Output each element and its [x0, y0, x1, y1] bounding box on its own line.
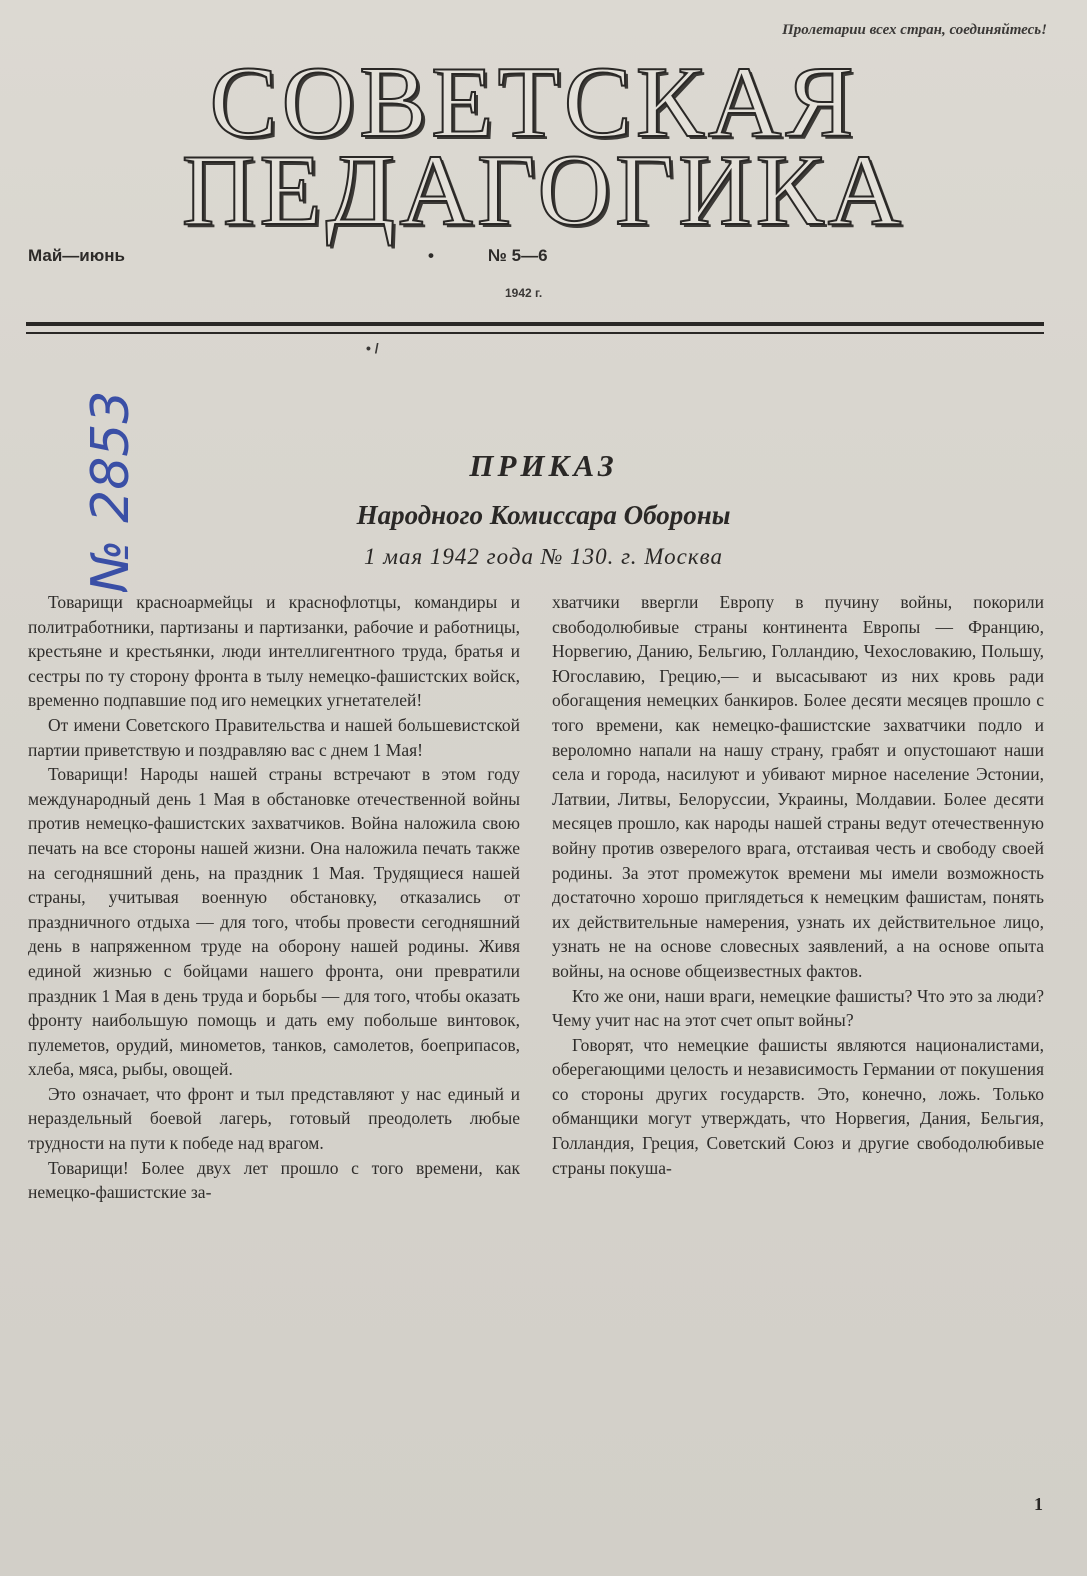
text-column-left — [28, 590, 520, 1205]
issue-year: 1942 г. — [505, 286, 543, 300]
issue-months: Май—июнь — [28, 246, 125, 265]
motto: Пролетарии всех стран, соединяйтесь! — [782, 22, 1047, 38]
masthead-line-2: ПЕДАГОГИКА — [181, 134, 906, 247]
paragraph: Товарищи! Народы нашей страны встречают в этом году международный день 1 Мая в обстановке отечественной войны против немецко-фашистских захватчиков. Война наложила свою печать на все стороны нашей жизни. Она наложила печать также на сегодняшний день, на праздник 1 Мая. Трудящиеся нашей страны, учитывая военную обстановку, отказались от праздничного отдыха — для того, чтобы провести сегодняшний день в напряженном труде на оборону нашей родины. Живя единой жизнью с бойцами нашего фронта, они превратили праздник 1 Мая в день труда и борьбы — для того, чтобы оказать фронту наибольшую помощь и дать ему побольше винтовок, пулеметов, орудий, минометов, танков, самолетов, боеприпасов, хлеба, мяса, рыбы, овощей. — [28, 764, 520, 1080]
paragraph: хватчики ввергли Европу в пучину войны, покорили свободолюбивые страны континента Европы — Францию, Норвегию, Данию, Бельгию, Голландию, Чехословакию, Польшу, Югославию, Грецию,— и высасывают из них кровь ради обогащения немецких банкиров. Более десяти месяцев прошло с того времени, как немецко-фашистские захватчики подло и вероломно напали на нашу страну, грабят и опустошают наши села и города, насилуют и убивают мирное население Эстонии, Латвии, Литвы, Белоруссии, Украины, Молдавии. Более десяти месяцев прошло, как народы нашей страны ведут отечественную войну против озверелого врага, отстаивая честь и свободу своей родины. За этот промежуток времени мы имели возможность достаточно хорошо приглядеться к немецким фашистам, понять их действительные намерения, узнать их действительное лицо, узнать не на основе словесных заявлений, а на основе опыта войны, на основе общеизвестных фактов. — [552, 592, 1044, 981]
header-rule-thin — [26, 332, 1044, 334]
article-title: ПРИКАЗ — [469, 448, 618, 483]
paragraph: Кто же они, наши враги, немецкие фашисты? Что это за люди? Чему учит нас на этот счет опыт войны? — [552, 985, 1044, 1031]
issue-separator: • — [428, 246, 434, 265]
article-subtitle: Народного Комиссара Обороны — [356, 500, 731, 530]
header-rule-thick — [26, 322, 1044, 326]
masthead-line-1: СОВЕТСКАЯ — [209, 46, 858, 159]
paragraph: Это означает, что фронт и тыл представляют у нас единый и нераздельный боевой лагерь, готовый преодолеть любые трудности на пути к победе над врагом. — [28, 1083, 520, 1154]
paragraph: Товарищи! Более двух лет прошло с того времени, как немецко-фашистские за- — [28, 1157, 520, 1203]
paragraph: От имени Советского Правительства и нашей большевистской партии приветствую и поздравляю вас с днем 1 Мая! — [28, 714, 520, 760]
paragraph: Говорят, что немецкие фашисты являются националистами, оберегающими целость и независимость Германии от покушения со стороны других государств. Это, конечно, ложь. Только обманщики могут утверждать, что Норвегия, Дания, Бельгия, Голландия, Греция, Советский Союз и другие свободолюбивые страны покуша- — [552, 1034, 1044, 1178]
svg-text:№ 2853: № 2853 — [81, 392, 141, 592]
issue-number: № 5—6 — [488, 246, 548, 265]
article-dateline: 1 мая 1942 года № 130. г. Москва — [364, 544, 723, 569]
page-number: 1 — [1034, 1494, 1043, 1514]
issue-row — [28, 246, 1058, 270]
stray-marks: • / — [366, 340, 379, 356]
text-column-right — [552, 590, 1044, 1180]
paragraph: Товарищи красноармейцы и краснофлотцы, командиры и политработники, партизаны и партизанки, рабочие и работницы, крестьяне и крестьянки, люди интеллигентного труда, братья и сестры по ту сторону фронта в тылу немецко-фашистских войск, временно подпавшие под иго немецких угнетателей! — [28, 592, 520, 711]
